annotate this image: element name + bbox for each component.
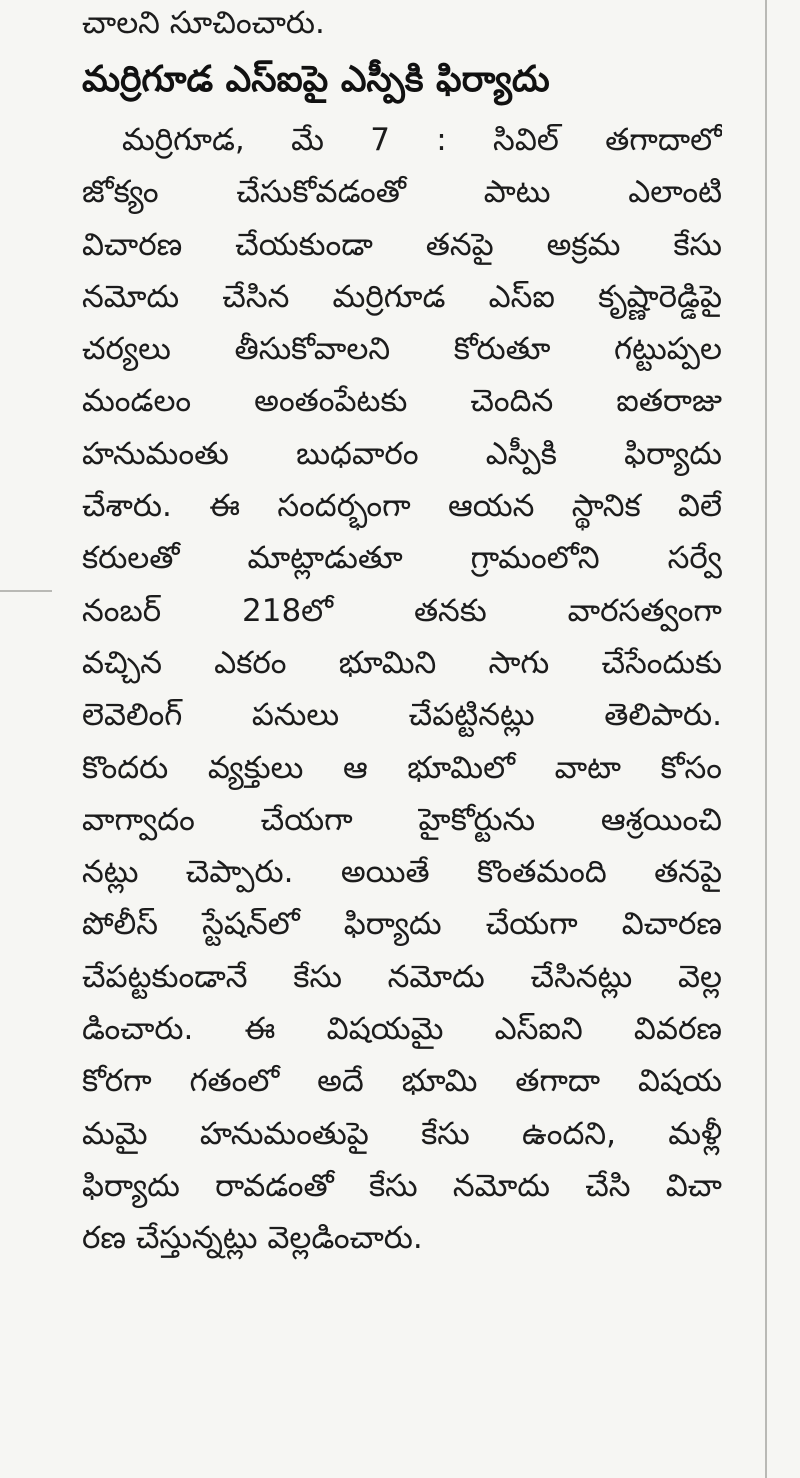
body-line: డించారు. ఈ విషయమై ఎస్ఐని వివరణ [82, 1011, 722, 1048]
body-line: నట్లు చెప్పారు. అయితే కొంతమంది తనపై [82, 854, 722, 891]
article-column [82, 0, 722, 1265]
body-line: వచ్చిన ఎకరం భూమిని సాగు చేసేందుకు [82, 644, 722, 681]
body-line: జోక్యం చేసుకోవడంతో పాటు ఎలాంటి [82, 174, 722, 211]
body-line: రణ చేస్తున్నట్లు వెల్లడించారు. [82, 1220, 423, 1257]
body-line: కోరగా గతంలో అదే భూమి తగాదా విషయ [82, 1063, 722, 1100]
body-line: చర్యలు తీసుకోవాలని కోరుతూ గట్టుప్పల [82, 331, 722, 368]
body-line: మర్రిగూడ, మే 7 : సివిల్ తగాదాలో [122, 122, 722, 158]
body-line: విచారణ చేయకుండా తనపై అక్రమ కేసు [82, 226, 722, 263]
body-line: కొందరు వ్యక్తులు ఆ భూమిలో వాటా కోసం [82, 749, 722, 786]
body-line: వాగ్వాదం చేయగా హైకోర్టును ఆశ్రయించి [82, 801, 722, 838]
body-line: పోలీస్ స్టేషన్‌లో ఫిర్యాదు చేయగా విచారణ [82, 906, 722, 943]
body-line: చేశారు. ఈ సందర్భంగా ఆయన స్థానిక విలే [82, 488, 722, 525]
body-line: లెవెలింగ్ పనులు చేపట్టినట్లు తెలిపారు. [82, 697, 722, 734]
article-headline: మర్రిగూడ ఎస్ఐపై ఎస్పీకి ఫిర్యాదు [82, 59, 550, 100]
adjacent-column-rule [0, 590, 52, 592]
article-body [82, 114, 722, 1265]
body-line: ఫిర్యాదు రావడంతో కేసు నమోదు చేసి విచా [82, 1167, 722, 1204]
body-line: హనుమంతు బుధవారం ఎస్పీకి ఫిర్యాదు [82, 435, 722, 472]
body-line: నంబర్ 218లో తనకు వారసత్వంగా [82, 592, 722, 629]
column-divider [765, 0, 767, 1478]
body-line: కరులతో మాట్లాడుతూ గ్రామంలోని సర్వే [82, 540, 722, 577]
body-line: మమై హనుమంతుపై కేసు ఉందని, మళ్లీ [82, 1115, 722, 1152]
body-line: మండలం అంతంపేటకు చెందిన ఐతరాజు [82, 383, 722, 420]
body-line: నమోదు చేసిన మర్రిగూడ ఎస్ఐ కృష్ణారెడ్డిపై [82, 278, 722, 315]
body-line: చేపట్టకుండానే కేసు నమోదు చేసినట్లు వెల్ల [82, 958, 722, 995]
previous-article-tail: చాలని సూచించారు. [82, 5, 325, 41]
